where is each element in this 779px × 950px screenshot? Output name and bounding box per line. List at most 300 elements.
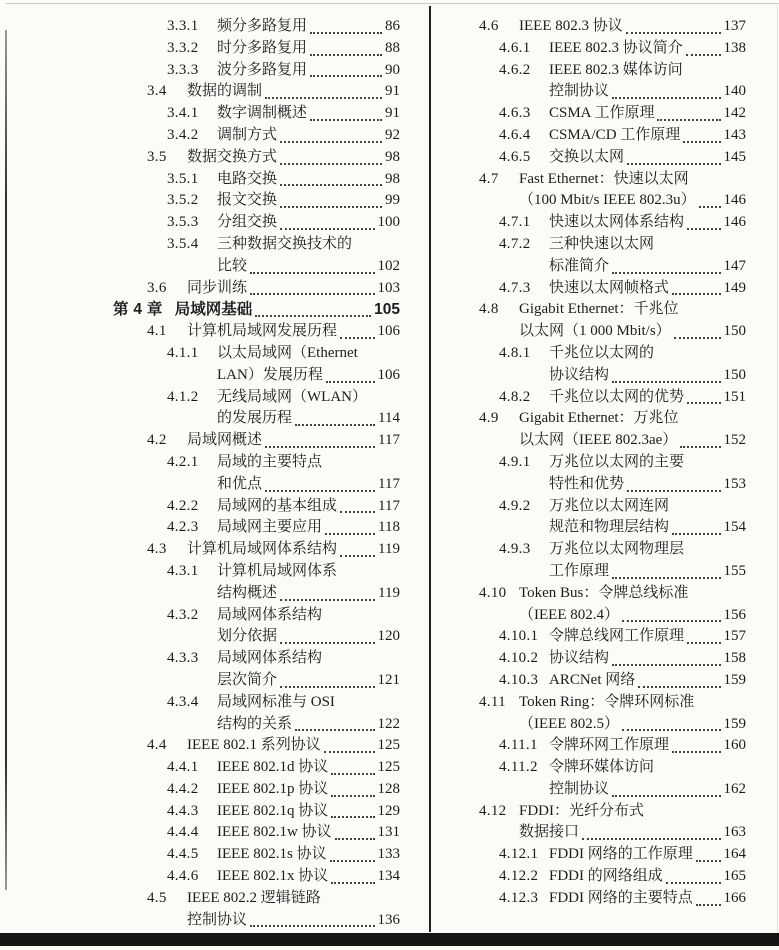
toc-entry-line [445,496,746,518]
dot-leader [280,163,382,165]
toc-entry [113,16,400,38]
toc-entry-continuation-line [445,779,746,801]
dot-leader [687,228,720,230]
entry-title: 计算机局域网体系结构 [187,541,338,558]
toc-entry-line [445,670,746,692]
entry-title: （100 Mbit/s IEEE 802.3u） [519,192,696,209]
entry-title: 以太网（IEEE 802.3ae） [519,432,678,449]
dot-leader [674,337,721,339]
entry-page: 152 [723,432,746,449]
entry-title: 三种数据交换技术的 [217,235,353,252]
toc-entry-line [113,692,400,714]
entry-title: 局域网标准与 OSI [217,693,335,710]
toc-entry [445,757,746,801]
entry-page: 133 [377,846,400,863]
entry-number: 3.4.1 [167,105,199,122]
toc-entry-line [113,103,400,125]
toc-entry-line [445,452,746,474]
entry-number: 3.3.2 [167,39,199,56]
entry-page: 100 [377,214,400,231]
toc-entry [113,387,400,431]
toc-entry-continuation-line [113,408,400,430]
dot-leader [250,272,374,274]
toc-entry-continuation-line [445,81,746,103]
entry-number: 4.12.1 [499,846,539,863]
entry-title: 报文交换 [217,192,278,209]
entry-title: IEEE 802.1p 协议 [217,780,329,797]
entry-title: IEEE 802.2 逻辑链路 [187,889,321,906]
dot-leader [280,599,375,601]
dot-leader [340,337,374,339]
toc-entry-continuation-line [113,910,400,932]
entry-page: 102 [377,257,400,274]
dot-leader [699,206,721,208]
toc-entry [445,866,746,888]
entry-number: 3.5.3 [167,214,199,231]
toc-entry [445,387,746,409]
toc-entry [113,757,400,779]
entry-number: 4.4 [147,737,167,754]
dot-leader [622,620,721,622]
toc-entry [113,866,400,888]
entry-page: 125 [377,759,400,776]
entry-number: 4.3.2 [167,606,199,623]
toc-entry-line [113,299,400,321]
toc-entry [445,103,746,125]
entry-page: 165 [723,868,746,885]
dot-leader [335,838,375,840]
dot-leader [331,773,374,775]
entry-page: 117 [378,432,400,449]
entry-number: 4.10.1 [499,628,539,645]
toc-entry [445,125,746,147]
toc-entry-continuation-line [445,517,746,539]
toc-entry [113,779,400,801]
entry-number: 4.10.2 [499,650,539,667]
toc-entry-continuation-line [445,430,746,452]
entry-number: 3.5.2 [167,192,199,209]
toc-entry-line [113,648,400,670]
entry-page: 159 [723,671,746,688]
toc-entry [113,844,400,866]
entry-page: 117 [378,475,400,492]
entry-number: 4.11.2 [499,759,538,776]
entry-number: 4.6.5 [499,148,531,165]
dot-leader [326,381,375,383]
entry-title: 局域网的基本组成 [217,497,338,514]
dot-leader [280,642,374,644]
entry-page: 134 [377,868,400,885]
entry-number: 4.4.1 [167,759,199,776]
toc-entry [445,735,746,757]
entry-number: 4.9.1 [499,453,531,470]
entry-page: 120 [377,628,400,645]
dot-leader [310,75,382,77]
toc-entry [113,81,400,103]
entry-title: 快速以太网帧格式 [549,279,670,296]
entry-number: 4.1.2 [167,388,199,405]
entry-number: 4.3.1 [167,562,199,579]
entry-number: 4.6.1 [499,39,531,56]
entry-page: 151 [723,388,746,405]
toc-entry-line [445,16,746,38]
dot-leader [265,446,375,448]
entry-title: IEEE 802.1q 协议 [217,802,329,819]
toc-entry [445,234,746,278]
toc-entry [445,16,746,38]
toc-entry [445,801,746,845]
dot-leader [612,97,720,99]
entry-number: 4.11.1 [499,737,538,754]
entry-number: 3.6 [147,279,167,296]
entry-number: 4.6 [479,18,499,34]
toc-entry-line [445,343,746,365]
toc-entry-line [445,169,746,191]
dot-leader [582,838,720,840]
entry-title: IEEE 802.3 协议简介 [549,39,683,56]
entry-page: 117 [378,497,400,514]
entry-title: IEEE 802.3 协议 [519,18,623,34]
entry-title: （IEEE 802.4） [519,606,619,623]
toc-entry [113,888,400,932]
toc-entry [113,103,400,125]
entry-page: 114 [378,410,400,427]
entry-number: 4.7.3 [499,279,531,296]
entry-page: 143 [723,126,746,143]
entry-number: 4.7.1 [499,214,531,231]
toc-entry-line [113,60,400,82]
entry-page: 140 [723,83,746,100]
entry-number: 4.9.3 [499,541,531,558]
toc-entry [445,38,746,60]
toc-entry-line [445,103,746,125]
dot-leader [687,402,720,404]
entry-page: 166 [723,889,746,906]
entry-title: 局域网体系结构 [217,606,323,623]
toc-entry [445,692,746,736]
toc-entry [113,561,400,605]
entry-number: 4.4.2 [167,780,199,797]
entry-page: 118 [378,519,400,536]
toc-entry-line [113,496,400,518]
toc-entry [113,190,400,212]
toc-entry [113,60,400,82]
entry-number: 4.12.3 [499,889,539,906]
entry-title: 万兆位以太网物理层 [549,541,685,558]
dot-leader [265,97,382,99]
toc-entry-continuation-line [113,670,400,692]
toc-entry [113,539,400,561]
dot-leader [686,54,721,56]
entry-page: 106 [377,366,400,383]
entry-page: 145 [723,148,746,165]
entry-title: 局域网概述 [187,432,263,449]
entry-title: 以太局域网（Ethernet [217,344,358,361]
toc-entry-line [445,626,746,648]
entry-number: 4.1 [147,323,167,340]
toc-entry-line [445,539,746,561]
toc-entry [113,822,400,844]
entry-title: 以太网（1 000 Mbit/s） [519,323,671,340]
toc-entry [445,496,746,540]
toc-entry [445,408,746,452]
entry-page: 147 [723,257,746,274]
entry-page: 149 [723,279,746,296]
toc-entry-line [113,735,400,757]
toc-entry [445,844,746,866]
toc-entry-continuation-line [445,321,746,343]
toc-entry-continuation-line [445,714,746,736]
entry-title: 时分多路复用 [217,39,308,56]
entry-page: 138 [723,39,746,56]
entry-page: 129 [377,802,400,819]
entry-title: IEEE 802.1x 协议 [217,868,329,885]
entry-title: FDDI 网络的主要特点 [549,889,693,906]
toc-entry-continuation-line [113,365,400,387]
toc-entry [445,60,746,104]
toc-entry-line [113,779,400,801]
toc-entry [445,169,746,213]
dot-leader [331,882,374,884]
dot-leader [310,119,382,121]
entry-title: 结构的关系 [217,715,293,732]
entry-page: 160 [723,737,746,754]
toc-entry-continuation-line [113,256,400,278]
dot-leader [250,293,374,295]
entry-number: 4.2 [147,432,167,449]
entry-page: 154 [723,519,746,536]
entry-title: 工作原理 [549,562,610,579]
entry-title: Gigabit Ethernet：千兆位 [519,301,679,318]
toc-entry-line [113,561,400,583]
toc-entry-continuation-line [445,256,746,278]
toc-entry-continuation-line [113,626,400,648]
entry-title: LAN）发展历程 [217,366,323,383]
dot-leader [687,642,720,644]
entry-title: 控制协议 [549,83,610,100]
toc-entry-line [445,38,746,60]
entry-title: IEEE 802.1 系列协议 [187,737,321,754]
entry-title: 局域的主要特点 [217,453,323,470]
entry-number: 4.3.3 [167,650,199,667]
entry-number: 4.8.2 [499,388,531,405]
dot-leader [330,860,375,862]
dot-leader [331,795,374,797]
dot-leader [310,54,382,56]
dot-leader [310,32,382,34]
toc-entry-line [113,321,400,343]
entry-title: IEEE 802.1w 协议 [217,824,332,841]
entry-number: 4.2.2 [167,497,199,514]
toc-entry-continuation-line [445,365,746,387]
entry-number: 3.5 [147,148,167,165]
dot-leader [265,490,375,492]
entry-page: 142 [723,105,746,122]
entry-number: 4.12 [479,802,507,819]
toc-entry [113,278,400,300]
dot-leader [250,925,374,927]
dot-leader [255,315,371,317]
entry-title: Gigabit Ethernet：万兆位 [519,410,679,427]
entry-title: 无线局域网（WLAN） [217,388,367,405]
entry-page: 121 [377,671,400,688]
dot-leader [340,511,375,513]
entry-title: 计算机局域网体系 [217,562,338,579]
entry-number: 4.4.3 [167,802,199,819]
toc-entry-line [445,147,746,169]
entry-title: 局域网主要应用 [217,519,323,536]
entry-number: 4.2.1 [167,453,199,470]
entry-title: Token Bus：令牌总线标准 [519,584,689,601]
entry-number: 4.6.2 [499,61,531,78]
entry-page: 128 [377,780,400,797]
toc-entry [113,430,400,452]
toc-entry [445,539,746,583]
entry-number: 4.4.5 [167,846,199,863]
toc-entry-line [113,212,400,234]
toc-entry [113,605,400,649]
toc-entry [445,343,746,387]
dot-leader [696,904,721,906]
dot-leader [340,555,375,557]
entry-title: 结构概述 [217,584,278,601]
dot-leader [672,533,720,535]
entry-number: 3.5.1 [167,170,199,187]
entry-number: 4.6.3 [499,105,531,122]
entry-number: 4.11 [479,693,506,710]
dot-leader [627,490,720,492]
entry-number: 4.12.2 [499,868,539,885]
toc-entry-line [445,60,746,82]
entry-page: 162 [723,780,746,797]
entry-number: 3.3.3 [167,61,199,78]
entry-title: 比较 [217,257,248,274]
toc-entry-line [445,583,746,605]
dot-leader [672,751,720,753]
toc-entry-line [113,38,400,60]
entry-page: 158 [723,650,746,667]
entry-page: 98 [385,148,400,165]
toc-entry-line [445,801,746,823]
dot-leader [280,184,382,186]
entry-title: 分组交换 [217,214,278,231]
entry-title: 数字调制概述 [217,105,308,122]
toc-entry-continuation-line [113,583,400,605]
entry-title: 万兆位以太网的主要 [549,453,685,470]
entry-page: 137 [723,18,746,34]
toc-entry [113,735,400,757]
entry-title: 层次简介 [217,671,278,688]
entry-title: 频分多路复用 [217,18,308,34]
toc-entry [445,212,746,234]
entry-page: 136 [377,911,400,928]
toc-entry-line [445,234,746,256]
toc-entry [113,692,400,736]
entry-title: （IEEE 802.5） [519,715,619,732]
toc-entry-continuation-line [445,605,746,627]
entry-page: 98 [385,170,400,187]
entry-number: 4.7.2 [499,235,531,252]
dot-leader [672,293,720,295]
entry-page: 131 [377,824,400,841]
toc-entry [113,452,400,496]
toc-entry-line [113,844,400,866]
entry-title: 计算机局域网发展历程 [187,323,338,340]
page-border-bottom [0,933,779,946]
toc-entry-line [445,278,746,300]
entry-title: 控制协议 [187,911,248,928]
toc-entry [113,125,400,147]
entry-title: 交换以太网 [549,148,625,165]
dot-leader [325,533,375,535]
entry-title: Fast Ethernet：快速以太网 [519,170,689,187]
entry-page: 91 [385,105,400,122]
entry-title: CSMA/CD 工作原理 [549,126,681,143]
entry-number: 4.6.4 [499,126,531,143]
toc-entry-line [113,452,400,474]
toc-entry-line [113,888,400,910]
entry-number: 4.9.2 [499,497,531,514]
toc-entry-line [445,757,746,779]
toc-entry [113,801,400,823]
toc-entry-line [445,125,746,147]
dot-leader [612,664,720,666]
entry-title: 令牌环媒体访问 [549,759,655,776]
entry-title: FDDI 网络的工作原理 [549,846,693,863]
entry-title: 的发展历程 [217,410,293,427]
entry-page: 99 [385,192,400,209]
entry-number: 3.3.1 [167,18,199,34]
entry-title: 调制方式 [217,126,278,143]
toc-entry-line [445,387,746,409]
toc-entry-line [445,408,746,430]
entry-title: 局域网基础 [174,301,253,319]
entry-title: 同步训练 [187,279,248,296]
page-border-top [6,3,779,4]
entry-title: 三种快速以太网 [549,235,655,252]
entry-page: 90 [385,61,400,78]
toc-entry-continuation-line [445,822,746,844]
toc-entry [113,321,400,343]
dot-leader [280,228,374,230]
entry-page: 164 [723,846,746,863]
entry-number: 4.10.3 [499,671,539,688]
toc-entry-line [445,692,746,714]
entry-title: 标准简介 [549,257,610,274]
dot-leader [612,795,720,797]
toc-entry [113,299,400,321]
entry-page: 122 [377,715,400,732]
entry-number: 3.4.2 [167,126,199,143]
entry-page: 155 [723,562,746,579]
entry-page: 125 [377,737,400,754]
entry-number: 3.5.4 [167,235,199,252]
dot-leader [683,141,720,143]
entry-title: CSMA 工作原理 [549,105,655,122]
entry-number: 4.3 [147,541,167,558]
entry-page: 105 [374,301,400,319]
entry-title: 协议结构 [549,366,610,383]
entry-number: 4.7 [479,170,499,187]
entry-number: 第 4 章 [113,301,163,319]
entry-page: 157 [723,628,746,645]
toc-entry [445,147,746,169]
dot-leader [612,381,720,383]
entry-title: 规范和物理层结构 [549,519,670,536]
toc-entry-line [113,190,400,212]
toc-entry-line [113,517,400,539]
toc-entry-continuation-line [445,474,746,496]
